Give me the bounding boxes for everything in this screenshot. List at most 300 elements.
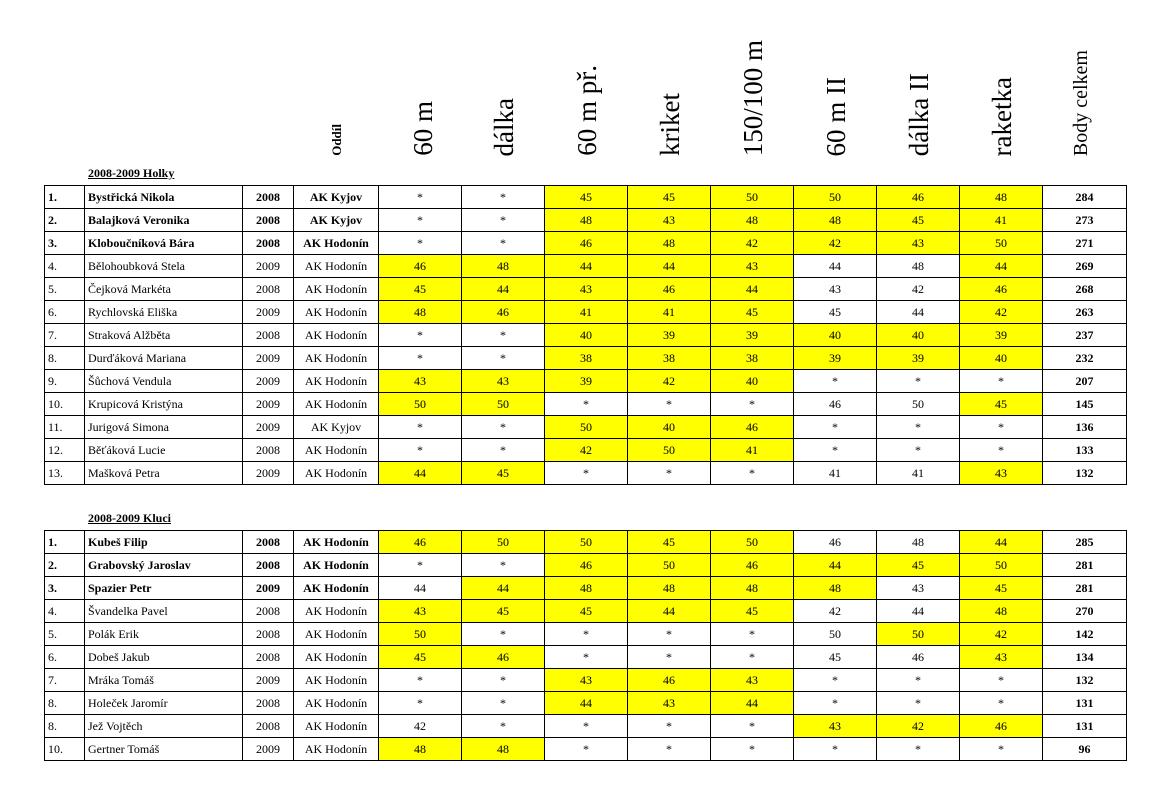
score-cell: 46 bbox=[462, 301, 545, 324]
rank-cell: 4. bbox=[45, 600, 85, 623]
score-cell: 43 bbox=[462, 370, 545, 393]
table-row bbox=[45, 692, 1127, 715]
club-cell: AK Hodonín bbox=[294, 255, 379, 278]
score-cell: * bbox=[960, 738, 1043, 761]
score-cell: * bbox=[794, 669, 877, 692]
score-cell: 45 bbox=[545, 600, 628, 623]
score-cell: * bbox=[462, 347, 545, 370]
rank-cell: 8. bbox=[45, 715, 85, 738]
table-row bbox=[45, 347, 1127, 370]
score-cell: 44 bbox=[711, 278, 794, 301]
rank-cell: 13. bbox=[45, 462, 85, 485]
score-cell: 46 bbox=[711, 416, 794, 439]
rank-cell: 12. bbox=[45, 439, 85, 462]
club-cell: AK Hodonín bbox=[294, 669, 379, 692]
total-cell: 131 bbox=[1043, 715, 1127, 738]
score-cell: * bbox=[628, 646, 711, 669]
rank-cell: 1. bbox=[45, 531, 85, 554]
club-cell: AK Hodonín bbox=[294, 531, 379, 554]
score-cell: 48 bbox=[545, 209, 628, 232]
table-row bbox=[45, 209, 1127, 232]
score-cell: 50 bbox=[960, 554, 1043, 577]
score-cell: 39 bbox=[545, 370, 628, 393]
score-cell: 41 bbox=[545, 301, 628, 324]
score-cell: 46 bbox=[545, 554, 628, 577]
club-cell: AK Hodonín bbox=[294, 232, 379, 255]
score-cell: * bbox=[794, 439, 877, 462]
score-cell: * bbox=[628, 623, 711, 646]
score-cell: 42 bbox=[960, 623, 1043, 646]
score-cell: 40 bbox=[711, 370, 794, 393]
birth-year-cell: 2009 bbox=[243, 462, 294, 485]
header-raketka: raketka bbox=[987, 76, 1017, 156]
total-cell: 133 bbox=[1043, 439, 1127, 462]
birth-year-cell: 2008 bbox=[243, 531, 294, 554]
score-cell: 45 bbox=[628, 531, 711, 554]
header-kriket: kriket bbox=[655, 93, 685, 156]
score-cell: 45 bbox=[794, 301, 877, 324]
total-cell: 142 bbox=[1043, 623, 1127, 646]
birth-year-cell: 2008 bbox=[243, 692, 294, 715]
score-cell: * bbox=[379, 692, 462, 715]
score-cell: 50 bbox=[960, 232, 1043, 255]
athlete-name-cell: Švandelka Pavel bbox=[85, 600, 243, 623]
score-cell: 43 bbox=[877, 232, 960, 255]
score-cell: * bbox=[379, 324, 462, 347]
score-cell: 46 bbox=[877, 186, 960, 209]
score-cell: * bbox=[628, 462, 711, 485]
score-cell: 40 bbox=[628, 416, 711, 439]
birth-year-cell: 2008 bbox=[243, 715, 294, 738]
score-cell: 44 bbox=[877, 301, 960, 324]
score-cell: 44 bbox=[794, 554, 877, 577]
score-cell: * bbox=[877, 692, 960, 715]
score-cell: 48 bbox=[711, 209, 794, 232]
rank-cell: 7. bbox=[45, 324, 85, 347]
score-cell: * bbox=[960, 692, 1043, 715]
score-cell: 42 bbox=[960, 301, 1043, 324]
score-cell: * bbox=[794, 370, 877, 393]
score-cell: * bbox=[877, 370, 960, 393]
section-title-holky: 2008-2009 Holky bbox=[88, 166, 175, 180]
score-cell: 42 bbox=[628, 370, 711, 393]
birth-year-cell: 2008 bbox=[243, 646, 294, 669]
rank-cell: 6. bbox=[45, 301, 85, 324]
score-cell: 45 bbox=[960, 393, 1043, 416]
club-cell: AK Hodonín bbox=[294, 278, 379, 301]
score-cell: 42 bbox=[379, 715, 462, 738]
score-cell: 50 bbox=[379, 623, 462, 646]
rank-cell: 7. bbox=[45, 669, 85, 692]
score-cell: 43 bbox=[379, 600, 462, 623]
athlete-name-cell: Grabovský Jaroslav bbox=[85, 554, 243, 577]
score-cell: 46 bbox=[960, 715, 1043, 738]
score-cell: * bbox=[711, 715, 794, 738]
score-cell: * bbox=[545, 393, 628, 416]
club-cell: AK Hodonín bbox=[294, 554, 379, 577]
total-cell: 271 bbox=[1043, 232, 1127, 255]
score-cell: 48 bbox=[960, 600, 1043, 623]
score-cell: * bbox=[379, 416, 462, 439]
score-cell: 40 bbox=[960, 347, 1043, 370]
athlete-name-cell: Straková Alžběta bbox=[85, 324, 243, 347]
score-cell: * bbox=[462, 324, 545, 347]
header-60m: 60 m bbox=[408, 101, 438, 156]
score-cell: 43 bbox=[628, 209, 711, 232]
athlete-name-cell: Jurigová Simona bbox=[85, 416, 243, 439]
athlete-name-cell: Durďáková Mariana bbox=[85, 347, 243, 370]
rank-cell: 2. bbox=[45, 554, 85, 577]
score-cell: * bbox=[462, 209, 545, 232]
total-cell: 136 bbox=[1043, 416, 1127, 439]
score-cell: 44 bbox=[379, 577, 462, 600]
table-row bbox=[45, 278, 1127, 301]
score-cell: 48 bbox=[462, 255, 545, 278]
score-cell: 38 bbox=[711, 347, 794, 370]
score-cell: 50 bbox=[794, 186, 877, 209]
score-cell: * bbox=[794, 738, 877, 761]
rank-cell: 10. bbox=[45, 738, 85, 761]
rank-cell: 11. bbox=[45, 416, 85, 439]
club-cell: AK Hodonín bbox=[294, 623, 379, 646]
score-cell: 40 bbox=[794, 324, 877, 347]
score-cell: 39 bbox=[794, 347, 877, 370]
table-row bbox=[45, 715, 1127, 738]
club-cell: AK Hodonín bbox=[294, 347, 379, 370]
table-row bbox=[45, 416, 1127, 439]
score-cell: * bbox=[379, 347, 462, 370]
athlete-name-cell: Kloboučníková Bára bbox=[85, 232, 243, 255]
athlete-name-cell: Dobeš Jakub bbox=[85, 646, 243, 669]
score-cell: 45 bbox=[877, 554, 960, 577]
athlete-name-cell: Polák Erik bbox=[85, 623, 243, 646]
birth-year-cell: 2008 bbox=[243, 554, 294, 577]
score-cell: 44 bbox=[960, 531, 1043, 554]
score-cell: 41 bbox=[960, 209, 1043, 232]
score-cell: 41 bbox=[628, 301, 711, 324]
total-cell: 270 bbox=[1043, 600, 1127, 623]
athlete-name-cell: Balajková Veronika bbox=[85, 209, 243, 232]
score-cell: * bbox=[960, 669, 1043, 692]
score-cell: 50 bbox=[794, 623, 877, 646]
score-cell: 50 bbox=[545, 531, 628, 554]
score-cell: 44 bbox=[462, 278, 545, 301]
club-cell: AK Kyjov bbox=[294, 186, 379, 209]
score-cell: 44 bbox=[545, 255, 628, 278]
score-cell: * bbox=[545, 715, 628, 738]
score-cell: * bbox=[711, 393, 794, 416]
athlete-name-cell: Bystřická Nikola bbox=[85, 186, 243, 209]
rank-cell: 1. bbox=[45, 186, 85, 209]
athlete-name-cell: Bělohoubková Stela bbox=[85, 255, 243, 278]
table-row bbox=[45, 301, 1127, 324]
athlete-name-cell: Mašková Petra bbox=[85, 462, 243, 485]
score-cell: * bbox=[545, 623, 628, 646]
club-cell: AK Hodonín bbox=[294, 692, 379, 715]
birth-year-cell: 2008 bbox=[243, 324, 294, 347]
score-cell: 45 bbox=[545, 186, 628, 209]
score-cell: 50 bbox=[711, 531, 794, 554]
score-cell: * bbox=[711, 623, 794, 646]
club-cell: AK Kyjov bbox=[294, 416, 379, 439]
score-cell: 39 bbox=[960, 324, 1043, 347]
score-cell: 45 bbox=[711, 600, 794, 623]
table-row bbox=[45, 646, 1127, 669]
score-cell: 43 bbox=[711, 669, 794, 692]
score-cell: * bbox=[379, 209, 462, 232]
score-cell: * bbox=[960, 370, 1043, 393]
table-row bbox=[45, 669, 1127, 692]
table-row bbox=[45, 439, 1127, 462]
score-cell: * bbox=[545, 462, 628, 485]
rank-cell: 3. bbox=[45, 232, 85, 255]
table-row bbox=[45, 554, 1127, 577]
score-cell: 48 bbox=[794, 209, 877, 232]
club-cell: AK Hodonín bbox=[294, 715, 379, 738]
rank-cell: 6. bbox=[45, 646, 85, 669]
score-cell: 45 bbox=[628, 186, 711, 209]
score-cell: 38 bbox=[545, 347, 628, 370]
score-cell: 40 bbox=[877, 324, 960, 347]
score-cell: * bbox=[379, 554, 462, 577]
birth-year-cell: 2008 bbox=[243, 278, 294, 301]
score-cell: * bbox=[379, 232, 462, 255]
score-cell: 41 bbox=[711, 439, 794, 462]
header-60m-prekazky: 60 m př. bbox=[572, 65, 602, 156]
total-cell: 285 bbox=[1043, 531, 1127, 554]
score-cell: 43 bbox=[960, 646, 1043, 669]
birth-year-cell: 2009 bbox=[243, 416, 294, 439]
score-cell: * bbox=[711, 738, 794, 761]
score-cell: * bbox=[379, 669, 462, 692]
table-row bbox=[45, 186, 1127, 209]
score-cell: 44 bbox=[379, 462, 462, 485]
score-cell: * bbox=[462, 623, 545, 646]
score-cell: * bbox=[462, 715, 545, 738]
score-cell: 46 bbox=[960, 278, 1043, 301]
header-dalka: dálka bbox=[489, 97, 519, 156]
table-row bbox=[45, 738, 1127, 761]
score-cell: * bbox=[877, 416, 960, 439]
score-cell: 39 bbox=[628, 324, 711, 347]
header-60m-ii: 60 m II bbox=[821, 76, 851, 156]
score-cell: 48 bbox=[960, 186, 1043, 209]
total-cell: 132 bbox=[1043, 669, 1127, 692]
score-cell: 46 bbox=[877, 646, 960, 669]
birth-year-cell: 2009 bbox=[243, 347, 294, 370]
header-dalka-ii: dálka II bbox=[904, 72, 934, 156]
athlete-name-cell: Jež Vojtěch bbox=[85, 715, 243, 738]
score-cell: * bbox=[960, 416, 1043, 439]
score-cell: * bbox=[462, 416, 545, 439]
score-cell: 45 bbox=[379, 646, 462, 669]
score-cell: * bbox=[462, 439, 545, 462]
score-cell: 45 bbox=[877, 209, 960, 232]
score-cell: * bbox=[545, 738, 628, 761]
total-cell: 134 bbox=[1043, 646, 1127, 669]
total-cell: 132 bbox=[1043, 462, 1127, 485]
total-cell: 281 bbox=[1043, 554, 1127, 577]
table-row bbox=[45, 577, 1127, 600]
score-cell: * bbox=[960, 439, 1043, 462]
total-cell: 284 bbox=[1043, 186, 1127, 209]
total-cell: 131 bbox=[1043, 692, 1127, 715]
score-cell: 43 bbox=[960, 462, 1043, 485]
score-cell: 46 bbox=[711, 554, 794, 577]
birth-year-cell: 2009 bbox=[243, 738, 294, 761]
score-cell: * bbox=[462, 692, 545, 715]
score-cell: 42 bbox=[877, 278, 960, 301]
results-table-kluci bbox=[44, 530, 1127, 761]
total-cell: 281 bbox=[1043, 577, 1127, 600]
athlete-name-cell: Mráka Tomáš bbox=[85, 669, 243, 692]
athlete-name-cell: Gertner Tomáš bbox=[85, 738, 243, 761]
club-cell: AK Hodonín bbox=[294, 646, 379, 669]
birth-year-cell: 2008 bbox=[243, 232, 294, 255]
score-cell: * bbox=[794, 416, 877, 439]
section-title-kluci: 2008-2009 Kluci bbox=[88, 511, 171, 525]
score-cell: 46 bbox=[628, 669, 711, 692]
score-cell: 48 bbox=[877, 255, 960, 278]
birth-year-cell: 2008 bbox=[243, 186, 294, 209]
score-cell: 44 bbox=[628, 255, 711, 278]
score-cell: 45 bbox=[960, 577, 1043, 600]
score-cell: 43 bbox=[794, 278, 877, 301]
club-cell: AK Hodonín bbox=[294, 600, 379, 623]
score-cell: 46 bbox=[545, 232, 628, 255]
score-cell: 44 bbox=[711, 692, 794, 715]
header-body-celkem: Body celkem bbox=[1070, 49, 1092, 156]
birth-year-cell: 2009 bbox=[243, 301, 294, 324]
athlete-name-cell: Spazier Petr bbox=[85, 577, 243, 600]
birth-year-cell: 2008 bbox=[243, 623, 294, 646]
score-cell: 48 bbox=[379, 301, 462, 324]
total-cell: 237 bbox=[1043, 324, 1127, 347]
club-cell: AK Hodonín bbox=[294, 301, 379, 324]
score-cell: 50 bbox=[877, 393, 960, 416]
score-cell: 40 bbox=[545, 324, 628, 347]
score-cell: * bbox=[628, 393, 711, 416]
score-cell: * bbox=[877, 669, 960, 692]
birth-year-cell: 2009 bbox=[243, 370, 294, 393]
table-row bbox=[45, 370, 1127, 393]
score-cell: * bbox=[462, 554, 545, 577]
score-cell: 42 bbox=[877, 715, 960, 738]
score-cell: 42 bbox=[711, 232, 794, 255]
athlete-name-cell: Běťáková Lucie bbox=[85, 439, 243, 462]
total-cell: 232 bbox=[1043, 347, 1127, 370]
athlete-name-cell: Krupicová Kristýna bbox=[85, 393, 243, 416]
table-row bbox=[45, 393, 1127, 416]
score-cell: 42 bbox=[794, 232, 877, 255]
birth-year-cell: 2008 bbox=[243, 209, 294, 232]
club-cell: AK Hodonín bbox=[294, 577, 379, 600]
table-row bbox=[45, 623, 1127, 646]
rank-cell: 9. bbox=[45, 370, 85, 393]
club-cell: AK Hodonín bbox=[294, 324, 379, 347]
score-cell: * bbox=[379, 186, 462, 209]
table-row bbox=[45, 462, 1127, 485]
score-cell: 43 bbox=[794, 715, 877, 738]
score-cell: 43 bbox=[379, 370, 462, 393]
score-cell: 43 bbox=[711, 255, 794, 278]
score-cell: 43 bbox=[545, 278, 628, 301]
score-cell: * bbox=[877, 738, 960, 761]
club-cell: AK Hodonín bbox=[294, 462, 379, 485]
score-cell: * bbox=[462, 186, 545, 209]
rank-cell: 10. bbox=[45, 393, 85, 416]
total-cell: 263 bbox=[1043, 301, 1127, 324]
results-table-holky bbox=[44, 185, 1127, 485]
score-cell: 48 bbox=[462, 738, 545, 761]
score-cell: 50 bbox=[462, 531, 545, 554]
score-cell: 44 bbox=[545, 692, 628, 715]
score-cell: 44 bbox=[462, 577, 545, 600]
score-cell: 50 bbox=[462, 393, 545, 416]
total-cell: 207 bbox=[1043, 370, 1127, 393]
birth-year-cell: 2009 bbox=[243, 255, 294, 278]
score-cell: * bbox=[545, 646, 628, 669]
column-headers bbox=[0, 0, 1175, 170]
rank-cell: 8. bbox=[45, 347, 85, 370]
total-cell: 273 bbox=[1043, 209, 1127, 232]
header-150-100m: 150/100 m bbox=[738, 39, 768, 156]
score-cell: 44 bbox=[877, 600, 960, 623]
club-cell: AK Kyjov bbox=[294, 209, 379, 232]
athlete-name-cell: Čejková Markéta bbox=[85, 278, 243, 301]
score-cell: 48 bbox=[545, 577, 628, 600]
birth-year-cell: 2008 bbox=[243, 600, 294, 623]
score-cell: 50 bbox=[628, 439, 711, 462]
score-cell: 45 bbox=[794, 646, 877, 669]
table-row bbox=[45, 232, 1127, 255]
club-cell: AK Hodonín bbox=[294, 370, 379, 393]
score-cell: 48 bbox=[379, 738, 462, 761]
score-cell: 41 bbox=[877, 462, 960, 485]
score-cell: 42 bbox=[545, 439, 628, 462]
score-cell: 46 bbox=[794, 393, 877, 416]
birth-year-cell: 2009 bbox=[243, 577, 294, 600]
score-cell: * bbox=[711, 646, 794, 669]
club-cell: AK Hodonín bbox=[294, 439, 379, 462]
score-cell: 50 bbox=[545, 416, 628, 439]
rank-cell: 3. bbox=[45, 577, 85, 600]
score-cell: 45 bbox=[711, 301, 794, 324]
header-club: Oddíl bbox=[329, 124, 344, 156]
athlete-name-cell: Kubeš Filip bbox=[85, 531, 243, 554]
score-cell: 43 bbox=[877, 577, 960, 600]
score-cell: 45 bbox=[462, 600, 545, 623]
table-row bbox=[45, 531, 1127, 554]
athlete-name-cell: Rychlovská Eliška bbox=[85, 301, 243, 324]
score-cell: * bbox=[462, 669, 545, 692]
score-cell: 48 bbox=[628, 232, 711, 255]
score-cell: 50 bbox=[379, 393, 462, 416]
score-cell: 42 bbox=[794, 600, 877, 623]
score-cell: 48 bbox=[794, 577, 877, 600]
score-cell: 39 bbox=[877, 347, 960, 370]
rank-cell: 2. bbox=[45, 209, 85, 232]
score-cell: 43 bbox=[628, 692, 711, 715]
score-cell: * bbox=[794, 692, 877, 715]
total-cell: 268 bbox=[1043, 278, 1127, 301]
total-cell: 96 bbox=[1043, 738, 1127, 761]
score-cell: * bbox=[628, 738, 711, 761]
score-cell: 50 bbox=[628, 554, 711, 577]
score-cell: 39 bbox=[711, 324, 794, 347]
score-cell: 46 bbox=[379, 531, 462, 554]
total-cell: 145 bbox=[1043, 393, 1127, 416]
